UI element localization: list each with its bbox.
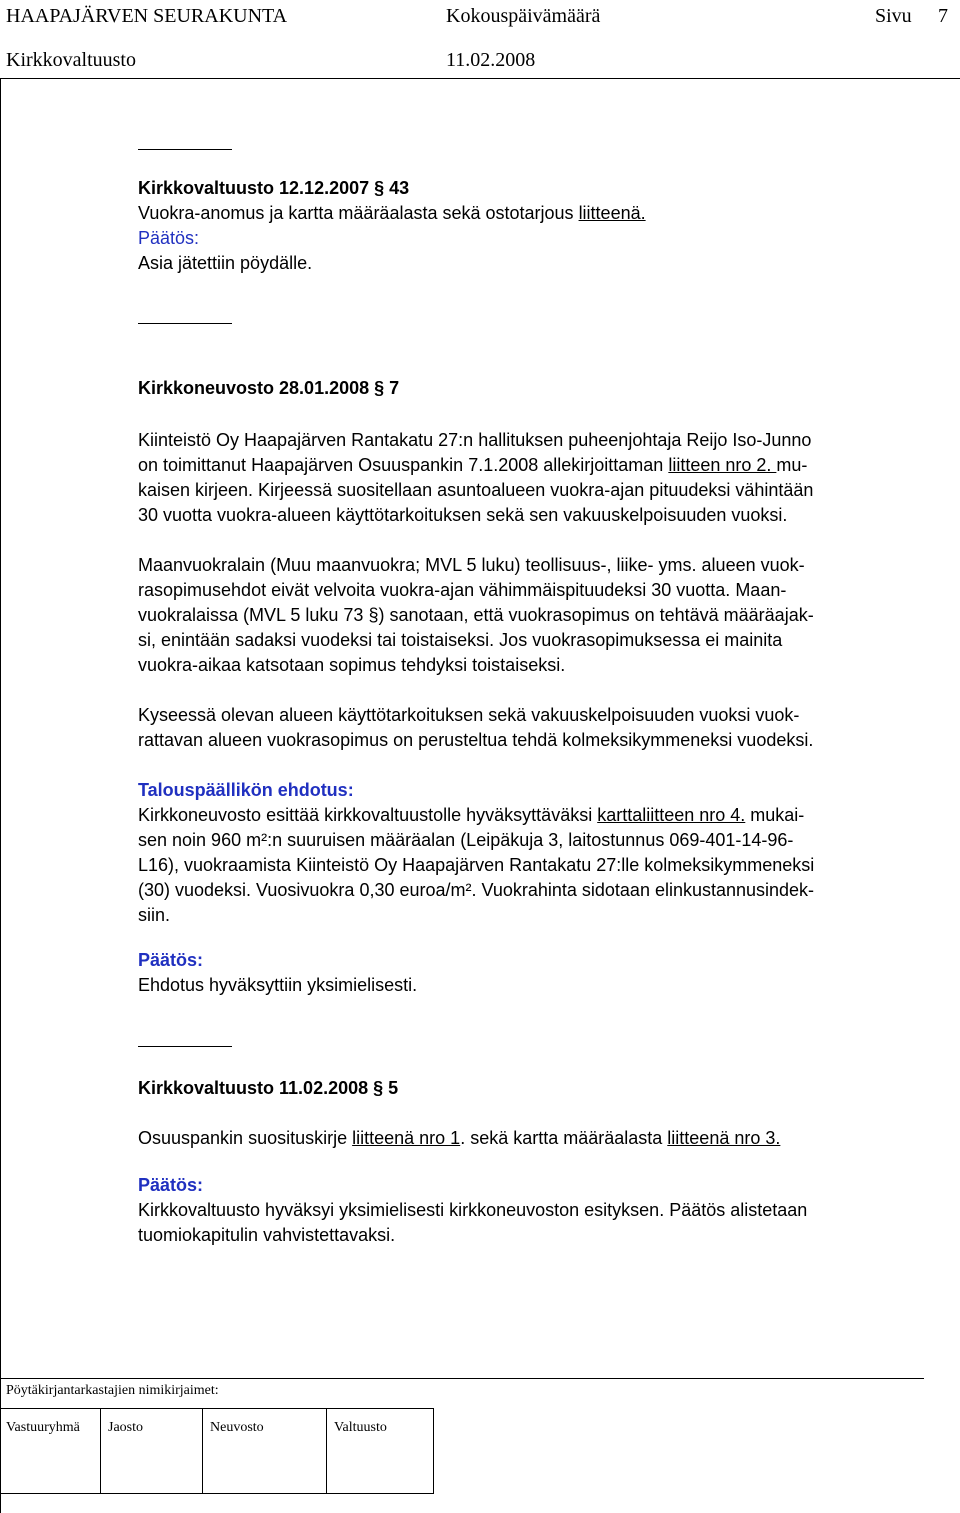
section-separator bbox=[138, 149, 232, 150]
section-title: Kirkkovaltuusto 11.02.2008 § 5 bbox=[138, 1078, 399, 1098]
signatures-label: Pöytäkirjantarkastajien nimikirjaimet: bbox=[6, 1383, 219, 1398]
page-number: 7 bbox=[938, 5, 948, 27]
section-separator bbox=[138, 1046, 232, 1047]
decision-text: Asia jätettiin pöydälle. bbox=[138, 253, 313, 273]
paragraph-line: Kirkkoneuvosto esittää kirkkovaltuustolle hyväksyttäväksi karttaliitteen nro 4. mukai- bbox=[138, 805, 805, 825]
paragraph-line: vuokralaissa (MVL 5 luku 73 §) sanotaan, että vuokrasopimus on tehtävä määräajak- bbox=[138, 605, 814, 625]
attachment-link[interactable]: liitteenä nro 1 bbox=[352, 1128, 461, 1148]
paragraph-line: siin. bbox=[138, 905, 171, 925]
paragraph-line: (30) vuodeksi. Vuosivuokra 0,30 euroa/m². Vuokrahinta sidotaan elinkustannusindek- bbox=[138, 880, 815, 900]
decision-label: Päätös: bbox=[138, 228, 200, 248]
footer-col-divider bbox=[100, 1408, 101, 1493]
section-title: Kirkkoneuvosto 28.01.2008 § 7 bbox=[138, 378, 400, 398]
footer-col-divider bbox=[433, 1408, 434, 1493]
decision-label: Päätös: bbox=[138, 950, 204, 970]
paragraph-line: rattavan alueen vuokrasopimus on perusteltua tehdä kolmeksikymmeneksi vuodeksi. bbox=[138, 730, 814, 750]
footer-table-bottom bbox=[0, 1493, 434, 1494]
paragraph-line: Kiinteistö Oy Haapajärven Rantakatu 27:n hallituksen puheenjohtaja Reijo Iso-Junno bbox=[138, 430, 812, 450]
paragraph-line: kaisen kirjeen. Kirjeessä suositellaan asuntoalueen vuokra-ajan pituudeksi vähintään bbox=[138, 480, 814, 500]
paragraph-line: si, enintään sadaksi vuodeksi tai toistaiseksi. Jos vuokrasopimuksessa ei mainita bbox=[138, 630, 783, 650]
attachment-link[interactable]: liitteenä nro 3. bbox=[667, 1128, 781, 1148]
footer-col-divider bbox=[202, 1408, 203, 1493]
proposal-label: Talouspäällikön ehdotus: bbox=[138, 780, 354, 800]
footer-col-divider bbox=[326, 1408, 327, 1493]
page-label: Sivu bbox=[875, 5, 912, 27]
paragraph-line: vuokra-aikaa katsotaan sopimus tehdyksi toistaiseksi. bbox=[138, 655, 566, 675]
meeting-date-label: Kokouspäivämäärä bbox=[446, 5, 601, 27]
footer-cell-valtuusto: Valtuusto bbox=[334, 1420, 387, 1435]
section-title: Kirkkovaltuusto 12.12.2007 § 43 bbox=[138, 178, 410, 198]
footer-cell-jaosto: Jaosto bbox=[108, 1420, 143, 1435]
header-date: 11.02.2008 bbox=[446, 49, 536, 71]
paragraph-line: sen noin 960 m²:n suuruisen määräalan (Leipäkuja 3, laitostunnus 069-401-14-96- bbox=[138, 830, 794, 850]
paragraph-line: Maanvuokralain (Muu maanvuokra; MVL 5 luku) teollisuus-, liike- yms. alueen vuok- bbox=[138, 555, 805, 575]
section-description: Vuokra-anomus ja kartta määräalasta sekä ostotarjous liitteenä. bbox=[138, 203, 646, 223]
footer-top-rule bbox=[0, 1378, 924, 1379]
decision-text: Kirkkovaltuusto hyväksyi yksimielisesti kirkkoneuvoston esityksen. Päätös alistetaan bbox=[138, 1200, 808, 1220]
org-name: HAAPAJÄRVEN SEURAKUNTA bbox=[6, 5, 288, 27]
attachment-link[interactable]: liitteen nro 2. bbox=[668, 455, 777, 475]
footer-table-top bbox=[0, 1408, 434, 1409]
paragraph-line: 30 vuotta vuokra-alueen käyttötarkoituksen sekä sen vakuuskelpoisuuden vuoksi. bbox=[138, 505, 788, 525]
footer-cell-neuvosto: Neuvosto bbox=[210, 1420, 264, 1435]
header-body: Kirkkovaltuusto bbox=[6, 49, 136, 71]
footer-cell-vastuuryhma: Vastuuryhmä bbox=[6, 1420, 80, 1435]
page-border-left bbox=[0, 78, 1, 1513]
paragraph-line: Kyseessä olevan alueen käyttötarkoituksen sekä vakuuskelpoisuuden vuoksi vuok- bbox=[138, 705, 800, 725]
paragraph-line: rasopimusehdot eivät velvoita vuokra-ajan vähimmäispituudeksi 30 vuotta. Maan- bbox=[138, 580, 787, 600]
attachment-link[interactable]: liitteenä. bbox=[578, 203, 646, 223]
paragraph-line: on toimittanut Haapajärven Osuuspankin 7.1.2008 allekirjoittaman liitteen nro 2. mu- bbox=[138, 455, 808, 475]
decision-text: tuomiokapitulin vahvistettavaksi. bbox=[138, 1225, 396, 1245]
paragraph-line: L16), vuokraamista Kiinteistö Oy Haapajärven Rantakatu 27:lle kolmeksikymmeneksi bbox=[138, 855, 815, 875]
map-attachment-link[interactable]: karttaliitteen nro 4. bbox=[597, 805, 746, 825]
section-separator bbox=[138, 323, 232, 324]
paragraph-line: Osuuspankin suosituskirje liitteenä nro 1. sekä kartta määräalasta liitteenä nro 3. bbox=[138, 1128, 781, 1148]
header-divider bbox=[0, 78, 960, 79]
decision-text: Ehdotus hyväksyttiin yksimielisesti. bbox=[138, 975, 418, 995]
decision-label: Päätös: bbox=[138, 1175, 204, 1195]
